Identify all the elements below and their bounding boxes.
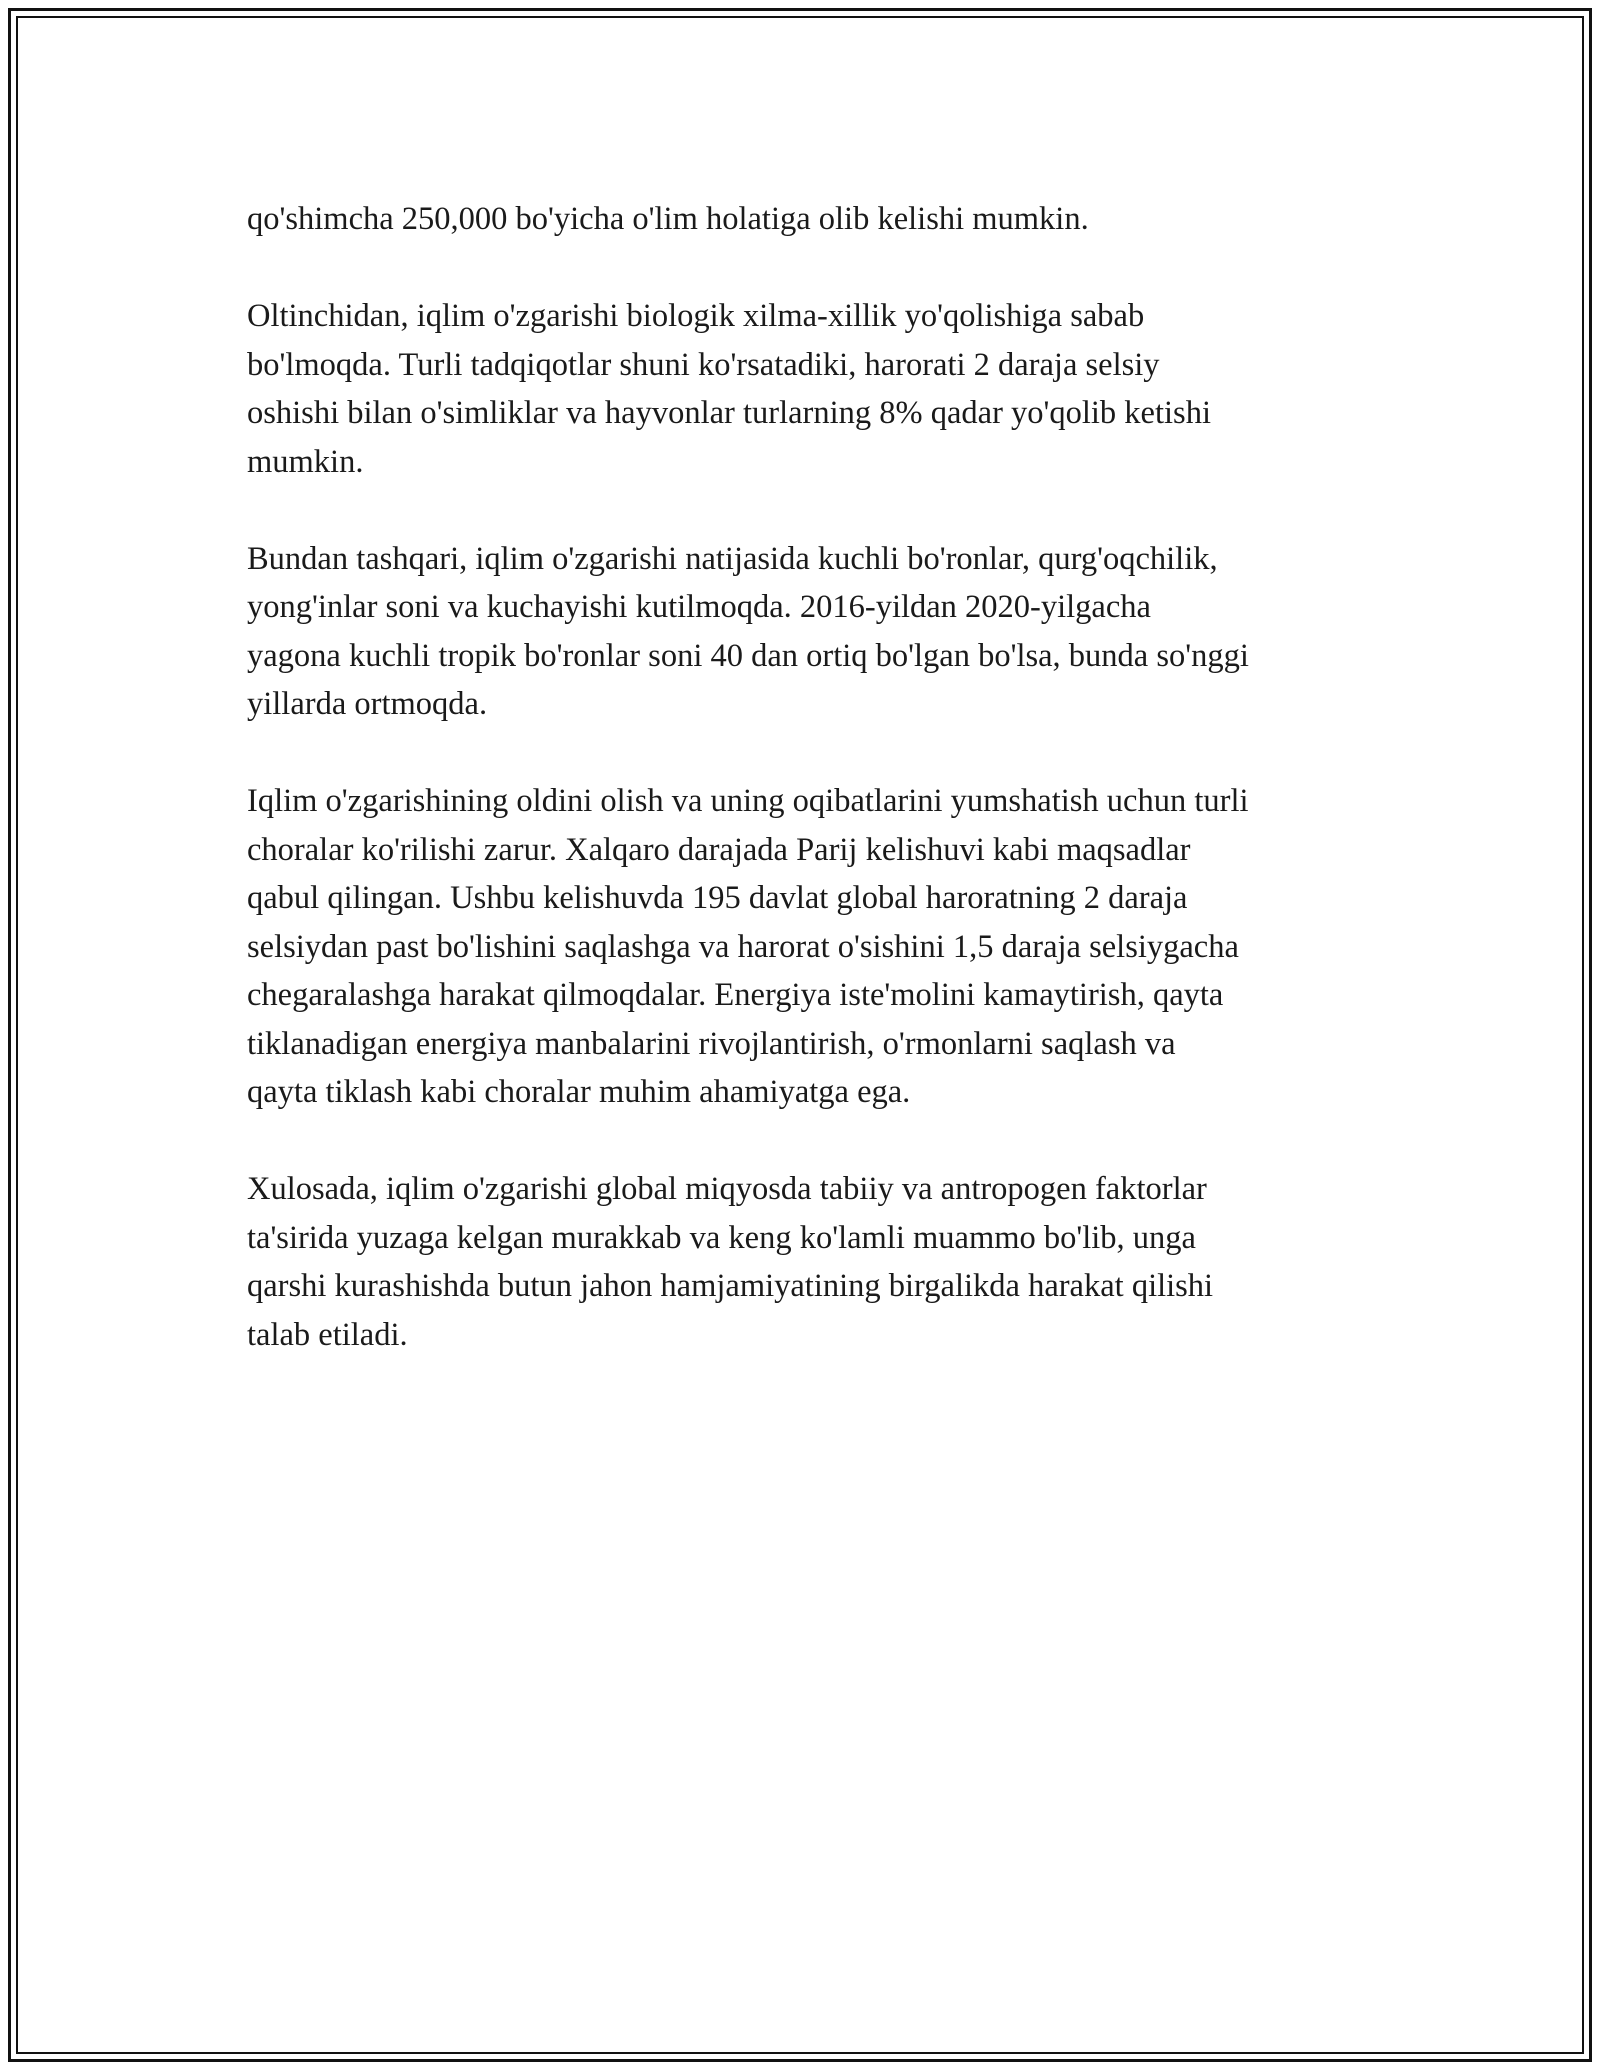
paragraph-continuation: qo'shimcha 250,000 bo'yicha o'lim holatiga olib kelishi mumkin. xyxy=(247,201,1089,237)
page-frame xyxy=(8,8,1592,2062)
document-body xyxy=(247,195,1387,1408)
paragraph-biodiversity: Oltinchidan, iqlim o'zgarishi biologik xilma-xillik yo'qolishiga sabab bo'lmoqda. Turli tadqiqotlar shuni ko'rsatadiki, harorati 2 daraja selsiy oshishi bilan o'simliklar va hayvonlar turlarning 8% qadar yo'qolib ketishi mumkin. xyxy=(247,298,1211,480)
paragraph-mitigation-measures: Iqlim o'zgarishining oldini olish va uning oqibatlarini yumshatish uchun turli choralar ko'rilishi zarur. Xalqaro darajada Parij kelishuvi kabi maqsadlar qabul qilingan. Ushbu kelishuvda 195 davlat global haroratning 2 daraja selsiydan past bo'lishini saqlashga va harorat o'sishini 1,5 daraja selsiygacha chegaralashga harakat qilmoqdalar. Energiya iste'molini kamaytirish, qayta tiklanadigan energiya manbalarini rivojlantirish, o'rmonlarni saqlash va qayta tiklash kabi choralar muhim ahamiyatga ega. xyxy=(247,783,1249,1110)
paragraph-extreme-weather: Bundan tashqari, iqlim o'zgarishi natijasida kuchli bo'ronlar, qurg'oqchilik, yong'inlar soni va kuchayishi kutilmoqda. 2016-yildan 2020-yilgacha yagona kuchli tropik bo'ronlar soni 40 dan ortiq bo'lgan bo'lsa, bunda so'nggi yillarda ortmoqda. xyxy=(247,540,1249,722)
paragraph-conclusion: Xulosada, iqlim o'zgarishi global miqyosda tabiiy va antropogen faktorlar ta'sirida yuzaga kelgan murakkab va keng ko'lamli muammo bo'lib, unga qarshi kurashishda butun jahon hamjamiyatining birgalikda harakat qilishi talab etiladi. xyxy=(247,1171,1214,1353)
